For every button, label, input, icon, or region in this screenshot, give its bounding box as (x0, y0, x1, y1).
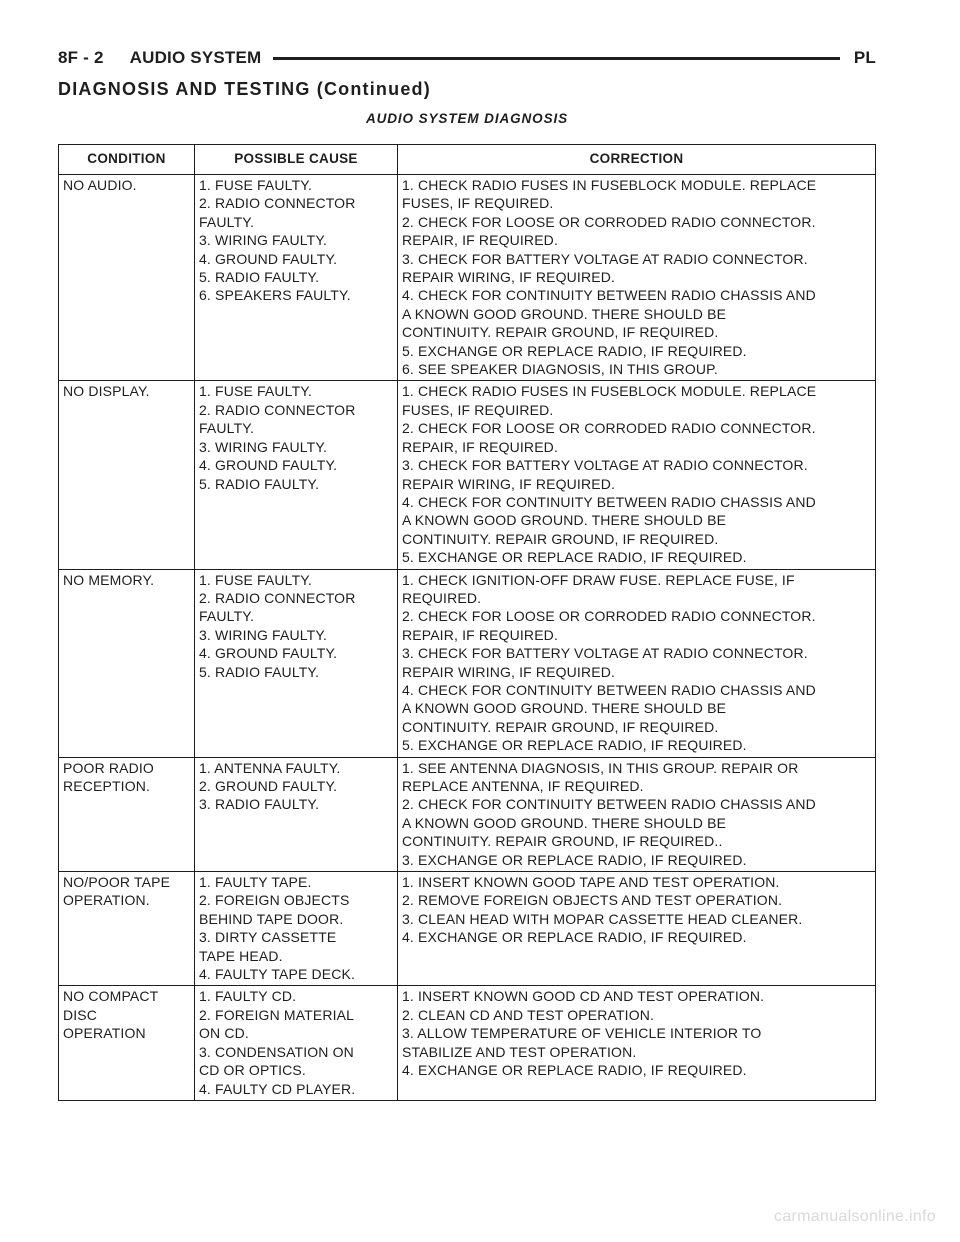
column-header-correction: CORRECTION (398, 145, 876, 175)
column-header-condition: CONDITION (59, 145, 195, 175)
cause-cell: 1. FUSE FAULTY. 2. RADIO CONNECTOR FAULTY. 3. WIRING FAULTY. 4. GROUND FAULTY. 5. RADIO FAULTY. (195, 381, 398, 569)
condition-cell: NO AUDIO. (59, 175, 195, 381)
condition-cell: NO MEMORY. (59, 569, 195, 757)
cause-cell: 1. FUSE FAULTY. 2. RADIO CONNECTOR FAULTY. 3. WIRING FAULTY. 4. GROUND FAULTY. 5. RADIO FAULTY. 6. SPEAKERS FAULTY. (195, 175, 398, 381)
correction-cell: 1. INSERT KNOWN GOOD TAPE AND TEST OPERATION. 2. REMOVE FOREIGN OBJECTS AND TEST OPERATION. 3. CLEAN HEAD WITH MOPAR CASSETTE HEAD CLEANER. 4. EXCHANGE OR REPLACE RADIO, IF REQUIRED. (398, 872, 876, 986)
table-row (59, 175, 876, 381)
correction-cell: 1. CHECK RADIO FUSES IN FUSEBLOCK MODULE. REPLACE FUSES, IF REQUIRED. 2. CHECK FOR LOOSE OR CORRODED RADIO CONNECTOR. REPAIR, IF REQUIRED. 3. CHECK FOR BATTERY VOLTAGE AT RADIO CONNECTOR. REPAIR WIRING, IF REQUIRED. 4. CHECK FOR CONTINUITY BETWEEN RADIO CHASSIS AND A KNOWN GOOD GROUND. THERE SHOULD BE CONTINUITY. REPAIR GROUND, IF REQUIRED. 5. EXCHANGE OR REPLACE RADIO, IF REQUIRED. (398, 381, 876, 569)
table-row (59, 757, 876, 871)
cause-cell: 1. FAULTY CD. 2. FOREIGN MATERIAL ON CD. 3. CONDENSATION ON CD OR OPTICS. 4. FAULTY CD PLAYER. (195, 986, 398, 1100)
correction-cell: 1. CHECK IGNITION-OFF DRAW FUSE. REPLACE FUSE, IF REQUIRED. 2. CHECK FOR LOOSE OR CORRODED RADIO CONNECTOR. REPAIR, IF REQUIRED. 3. CHECK FOR BATTERY VOLTAGE AT RADIO CONNECTOR. REPAIR WIRING, IF REQUIRED. 4. CHECK FOR CONTINUITY BETWEEN RADIO CHASSIS AND A KNOWN GOOD GROUND. THERE SHOULD BE CONTINUITY. REPAIR GROUND, IF REQUIRED. 5. EXCHANGE OR REPLACE RADIO, IF REQUIRED. (398, 569, 876, 757)
watermark-text: carmanualsonline.info (774, 1208, 936, 1225)
cause-cell: 1. FAULTY TAPE. 2. FOREIGN OBJECTS BEHIND TAPE DOOR. 3. DIRTY CASSETTE TAPE HEAD. 4. FAULTY TAPE DECK. (195, 872, 398, 986)
cause-cell: 1. FUSE FAULTY. 2. RADIO CONNECTOR FAULTY. 3. WIRING FAULTY. 4. GROUND FAULTY. 5. RADIO FAULTY. (195, 569, 398, 757)
correction-cell: 1. INSERT KNOWN GOOD CD AND TEST OPERATION. 2. CLEAN CD AND TEST OPERATION. 3. ALLOW TEMPERATURE OF VEHICLE INTERIOR TO STABILIZE AND TEST OPERATION. 4. EXCHANGE OR REPLACE RADIO, IF REQUIRED. (398, 986, 876, 1100)
page-number: 8F - 2 (58, 48, 104, 67)
condition-cell: POOR RADIO RECEPTION. (59, 757, 195, 871)
correction-cell: 1. SEE ANTENNA DIAGNOSIS, IN THIS GROUP. REPAIR OR REPLACE ANTENNA, IF REQUIRED. 2. CHECK FOR CONTINUITY BETWEEN RADIO CHASSIS AND A KNOWN GOOD GROUND. THERE SHOULD BE CONTINUITY. REPAIR GROUND, IF REQUIRED.. 3. EXCHANGE OR REPLACE RADIO, IF REQUIRED. (398, 757, 876, 871)
section-name: AUDIO SYSTEM (129, 48, 262, 67)
diagnosis-table (58, 144, 876, 1101)
table-row (59, 986, 876, 1100)
condition-cell: NO DISPLAY. (59, 381, 195, 569)
table-row (59, 381, 876, 569)
table-row (59, 569, 876, 757)
table-title: AUDIO SYSTEM DIAGNOSIS (365, 111, 569, 126)
section-title: DIAGNOSIS AND TESTING (Continued) (58, 79, 431, 99)
table-row (59, 872, 876, 986)
condition-cell: NO COMPACT DISC OPERATION (59, 986, 195, 1100)
page-header (58, 46, 876, 70)
table-header-row (59, 145, 876, 175)
model-code: PL (853, 48, 876, 67)
condition-cell: NO/POOR TAPE OPERATION. (59, 872, 195, 986)
cause-cell: 1. ANTENNA FAULTY. 2. GROUND FAULTY. 3. RADIO FAULTY. (195, 757, 398, 871)
header-rule (273, 57, 839, 60)
correction-cell: 1. CHECK RADIO FUSES IN FUSEBLOCK MODULE. REPLACE FUSES, IF REQUIRED. 2. CHECK FOR LOOSE OR CORRODED RADIO CONNECTOR. REPAIR, IF REQUIRED. 3. CHECK FOR BATTERY VOLTAGE AT RADIO CONNECTOR. REPAIR WIRING, IF REQUIRED. 4. CHECK FOR CONTINUITY BETWEEN RADIO CHASSIS AND A KNOWN GOOD GROUND. THERE SHOULD BE CONTINUITY. REPAIR GROUND, IF REQUIRED. 5. EXCHANGE OR REPLACE RADIO, IF REQUIRED. 6. SEE SPEAKER DIAGNOSIS, IN THIS GROUP. (398, 175, 876, 381)
column-header-possible-cause: POSSIBLE CAUSE (195, 145, 398, 175)
